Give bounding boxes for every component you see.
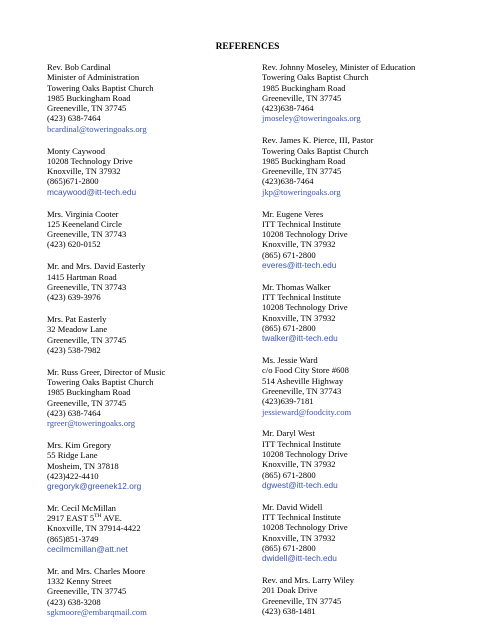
reference-entry [262,209,492,271]
reference-line: 1985 Buckingham Road [47,387,131,398]
reference-line: (423) 638-7464 [47,113,101,124]
reference-name: Mrs. Kim Gregory [47,439,112,450]
reference-line: (865)671-2800 [47,176,99,187]
reference-entry [47,261,247,302]
reference-line: Towering Oaks Baptist Church [262,145,369,156]
reference-email-link[interactable]: sgkmoore@embarqmail.com [47,607,147,618]
reference-line: Greeneville, TN 37745 [262,92,342,103]
reference-line: Knoxville, TN 37932 [262,312,336,323]
reference-email-link[interactable]: bcardinal@toweringoaks.org [47,123,147,134]
reference-line: ITT Technical Institute [262,292,341,303]
reference-name: Mr. Thomas Walker [262,281,331,292]
reference-line: ITT Technical Institute [262,438,341,449]
reference-line: Towering Oaks Baptist Church [47,82,154,93]
reference-line: 10208 Technology Drive [47,155,133,166]
reference-line: (423)638-7464 [262,176,314,187]
reference-email-link[interactable]: jessieward@foodcity.com [262,406,352,417]
reference-line: 1985 Buckingham Road [262,82,346,93]
reference-line: Towering Oaks Baptist Church [47,376,154,387]
reference-line: (865) 671-2800 [262,249,316,260]
reference-name: Mrs. Pat Easterly [47,313,107,324]
reference-name: Mr. Cecil McMillan [47,502,116,513]
reference-line: Greeneville, TN 37743 [47,229,127,240]
reference-line: Towering Oaks Baptist Church [262,72,369,83]
reference-name: Mr. Russ Greer, Director of Music [47,366,166,377]
reference-line: Greeneville, TN 37743 [262,386,342,397]
reference-line: (423) 639-3976 [47,292,101,303]
reference-line: Greeneville, TN 37745 [47,397,127,408]
reference-line: 1985 Buckingham Road [262,155,346,166]
reference-line: Greeneville, TN 37745 [47,334,127,345]
reference-email-link[interactable]: rgreer@toweringoaks.org [47,418,136,429]
reference-line: (423) 538-7982 [47,344,101,355]
reference-email-link[interactable]: dwidell@itt-tech.edu [262,553,337,564]
reference-name: Mr. David Widell [262,501,323,512]
reference-line: ITT Technical Institute [262,218,341,229]
reference-email-link[interactable]: jmoseley@toweringoaks.org [262,113,361,124]
reference-name: Rev. and Mrs. Larry Wiley [262,574,355,585]
reference-email-link[interactable]: gregoryk@greenek12.org [47,481,142,492]
reference-name: Ms. Jessie Ward [262,355,318,366]
reference-name: Mr. and Mrs. David Easterly [47,261,146,272]
reference-line: (865) 671-2800 [262,323,316,334]
reference-entry [47,503,247,554]
reference-line: Knoxville, TN 37932 [262,239,336,250]
reference-line: 2917 EAST 5TH AVE. [47,513,122,524]
reference-name: Mr. Daryl West [262,428,315,439]
reference-entry [262,135,492,197]
reference-line: (423)639-7181 [262,396,314,407]
reference-line: Knoxville, TN 37932 [262,459,336,470]
reference-line: (865) 671-2800 [262,542,316,553]
reference-name: Mr. Eugene Veres [262,208,324,219]
reference-entry [262,502,492,564]
reference-entry [47,314,247,355]
page-title: REFERENCES [215,42,280,52]
reference-line: 55 Ridge Lane [47,450,98,461]
reference-line: Knoxville, TN 37932 [47,166,121,177]
reference-entry [262,428,492,490]
reference-line: Knoxville, TN 37914-4422 [47,523,141,534]
reference-line: 125 Keeneland Circle [47,218,122,229]
reference-entry [262,282,492,344]
references-left-column [47,62,247,629]
reference-entry [47,209,247,250]
reference-line: 10208 Technology Drive [262,522,348,533]
reference-email-link[interactable]: twalker@itt-tech.edu [262,333,338,344]
reference-email-link[interactable]: everes@itt-tech.edu [262,260,337,271]
reference-entry [262,575,492,616]
reference-line: Mosheim, TN 37818 [47,460,119,471]
reference-line: Minister of Administration [47,72,140,83]
reference-line: (423)638-7464 [262,103,314,114]
reference-line: 1985 Buckingham Road [47,92,131,103]
reference-line: Greeneville, TN 37745 [262,166,342,177]
reference-email-link[interactable]: mcaywood@itt-tech.edu [47,186,137,197]
reference-email-link[interactable]: dgwest@itt-tech.edu [262,479,338,490]
reference-name: Mrs. Virginia Cooter [47,208,119,219]
reference-line: (865) 671-2800 [262,469,316,480]
reference-line: 10208 Technology Drive [262,229,348,240]
reference-line: (423) 638-7464 [47,407,101,418]
reference-name: Mr. and Mrs. Charles Moore [47,565,146,576]
reference-name: Monty Caywood [47,145,106,156]
reference-name: Rev. James K. Pierce, III, Pastor [262,135,374,146]
reference-line: ITT Technical Institute [262,511,341,522]
reference-line: (423) 620-0152 [47,239,101,250]
reference-entry [47,566,247,617]
reference-line: 1332 Kenny Street [47,576,112,587]
reference-entry [47,440,247,491]
reference-line: c/o Food City Store #608 [262,365,349,376]
reference-line: 201 Doak Drive [262,585,318,596]
reference-line: (423)422-4410 [47,470,99,481]
reference-line: 1415 Hartman Road [47,271,117,282]
reference-line: Greeneville, TN 37745 [47,103,127,114]
reference-line: (423) 638-1481 [262,605,316,616]
reference-entry [262,62,492,124]
reference-line: Greeneville, TN 37743 [47,281,127,292]
reference-entry [47,62,247,134]
reference-entry [262,355,492,417]
reference-line: 10208 Technology Drive [262,449,348,459]
reference-line: Greeneville, TN 37745 [47,586,127,597]
reference-line: 514 Asheville Highway [262,375,344,386]
reference-name: Rev. Johnny Moseley, Minister of Education [262,62,416,72]
reference-entry [47,367,247,429]
reference-line: Knoxville, TN 37932 [262,532,336,543]
reference-line: 10208 Technology Drive [262,302,348,313]
reference-entry [47,146,247,197]
reference-line: (865)851-3749 [47,533,99,544]
references-right-column [262,62,492,628]
reference-name: Rev. Bob Cardinal [47,62,111,72]
reference-line: 32 Meadow Lane [47,324,108,335]
reference-line: (423) 638-3208 [47,596,101,607]
reference-line: Greeneville, TN 37745 [262,595,342,606]
reference-email-link[interactable]: jkp@toweringoaks.org [262,186,341,197]
reference-email-link[interactable]: cecilmcmillan@att.net [47,544,128,555]
